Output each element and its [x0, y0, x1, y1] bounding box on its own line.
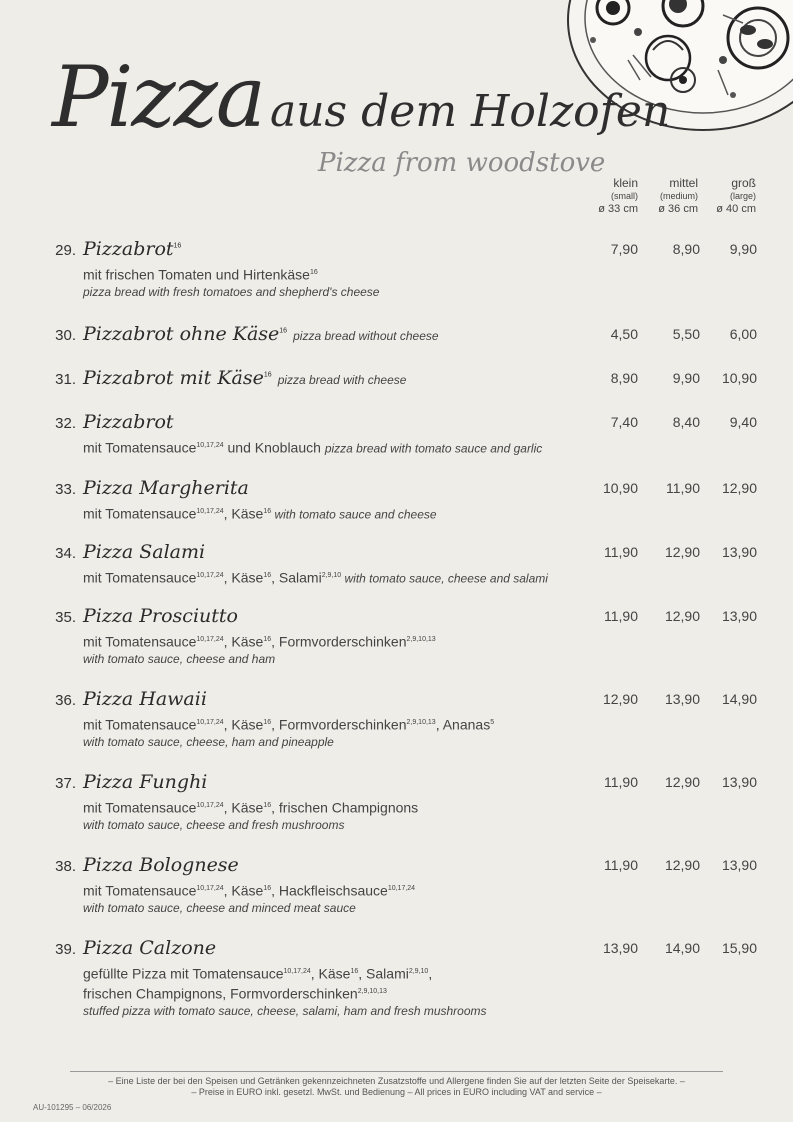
price-small: 7,90 [610, 241, 638, 257]
item-number: 34. [55, 545, 76, 562]
price-small: 4,50 [610, 326, 638, 342]
price-large: 15,90 [721, 940, 757, 956]
item-name: Pizza Margherita [83, 477, 249, 499]
price-small: 13,90 [602, 940, 638, 956]
price-medium: 5,50 [672, 326, 700, 342]
item-description-en: with tomato sauce, cheese, ham and pineapple [83, 735, 334, 749]
price-large: 6,00 [729, 326, 757, 342]
size-header-large [686, 176, 756, 216]
price-medium: 13,90 [664, 691, 700, 707]
item-number: 36. [55, 692, 76, 709]
item-number: 29. [55, 242, 76, 259]
page-title [52, 48, 670, 146]
price-small: 11,90 [604, 608, 638, 624]
item-name: Pizza Funghi [83, 771, 208, 793]
size-label: klein [613, 176, 638, 190]
size-diameter: ø 36 cm [658, 203, 698, 215]
price-medium: 11,90 [666, 480, 700, 496]
title-pizza: Pizza [52, 48, 264, 146]
size-sub: (small) [611, 191, 638, 201]
item-description-en: with tomato sauce, cheese and fresh mushrooms [83, 818, 345, 832]
price-medium: 12,90 [664, 857, 700, 873]
item-description-en: stuffed pizza with tomato sauce, cheese, salami, ham and fresh mushrooms [83, 1004, 487, 1018]
footer-allergen-note: – Eine Liste der bei den Speisen und Getränken gekennzeichneten Zusatzstoffe und Allergene finden Sie auf der letzten Seite der Speisekarte. – [108, 1076, 685, 1086]
price-medium: 14,90 [664, 940, 700, 956]
item-description: mit frischen Tomaten und Hirtenkäse$^{16}$ [83, 266, 318, 283]
price-large: 10,90 [721, 370, 757, 386]
footer-price-note: – Preise in EURO inkl. gesetzl. MwSt. und Bedienung – All prices in EURO including VAT and service – [191, 1087, 602, 1097]
item-description: mit Tomatensauce$^{10,17,24}$, Käse$^{16}$ with tomato sauce and cheese [83, 505, 437, 522]
price-large: 9,40 [729, 414, 757, 430]
size-diameter: ø 33 cm [598, 203, 638, 215]
price-medium: 9,90 [672, 370, 700, 386]
footer-divider [70, 1071, 723, 1072]
item-name: Pizza Salami [83, 541, 206, 563]
price-medium: 8,40 [672, 414, 700, 430]
item-name: Pizza Bolognese [83, 854, 239, 876]
price-large: 12,90 [721, 480, 757, 496]
price-small: 10,90 [602, 480, 638, 496]
price-small: 8,90 [610, 370, 638, 386]
item-name: Pizzabrot [83, 411, 174, 433]
price-small: 11,90 [604, 857, 638, 873]
price-large: 13,90 [721, 608, 757, 624]
item-number: 33. [55, 481, 76, 498]
size-sub: (large) [729, 191, 756, 201]
price-large: 13,90 [721, 544, 757, 560]
size-label: mittel [669, 176, 698, 190]
item-description-en: with tomato sauce, cheese and minced meat sauce [83, 901, 356, 915]
price-small: 11,90 [604, 774, 638, 790]
page-subtitle: Pizza from woodstove [318, 148, 606, 178]
item-description: mit Tomatensauce$^{10,17,24}$, Käse$^{16}$, Formvorderschinken$^{2,9,10,13}$ [83, 633, 436, 650]
item-name: Pizzabrot mit Käse$^{16}$ pizza bread with cheese [83, 367, 407, 389]
item-number: 32. [55, 415, 76, 432]
item-name: Pizza Prosciutto [83, 605, 238, 627]
item-number: 37. [55, 775, 76, 792]
document-code: AU-101295 – 06/2026 [33, 1103, 112, 1112]
item-description-en: with tomato sauce, cheese and ham [83, 652, 276, 666]
price-large: 13,90 [721, 774, 757, 790]
size-sub: (medium) [659, 191, 698, 201]
price-medium: 12,90 [664, 608, 700, 624]
item-description: mit Tomatensauce$^{10,17,24}$, Käse$^{16}$, Hackfleischsauce$^{10,17,24}$ [83, 882, 416, 899]
item-description: mit Tomatensauce$^{10,17,24}$ und Knoblauch pizza bread with tomato sauce and garlic [83, 439, 543, 456]
item-name: Pizzabrot ohne Käse$^{16}$ pizza bread without cheese [83, 323, 439, 345]
price-large: 9,90 [729, 241, 757, 257]
item-description-line2: frischen Champignons, Formvorderschinken$^{2,9,10,13}$ [83, 985, 387, 1002]
item-number: 31. [55, 371, 76, 388]
title-rest: aus dem Holzofen [269, 86, 671, 137]
size-label: groß [731, 176, 756, 190]
price-medium: 12,90 [664, 544, 700, 560]
item-description: mit Tomatensauce$^{10,17,24}$, Käse$^{16}$, Formvorderschinken$^{2,9,10,13}$, Ananas$^5$ [83, 716, 495, 733]
item-number: 38. [55, 858, 76, 875]
item-number: 30. [55, 327, 76, 344]
price-medium: 12,90 [664, 774, 700, 790]
item-description: gefüllte Pizza mit Tomatensauce$^{10,17,24}$, Käse$^{16}$, Salami$^{2,9,10}$, [83, 965, 433, 982]
item-name: Pizza Calzone [83, 937, 217, 959]
item-number: 35. [55, 609, 76, 626]
item-number: 39. [55, 941, 76, 958]
item-description-en: pizza bread with fresh tomatoes and shepherd's cheese [83, 285, 380, 299]
price-small: 12,90 [602, 691, 638, 707]
price-large: 13,90 [721, 857, 757, 873]
price-large: 14,90 [721, 691, 757, 707]
price-small: 11,90 [604, 544, 638, 560]
item-name: Pizzabrot$^{16}$ [83, 238, 182, 260]
item-description: mit Tomatensauce$^{10,17,24}$, Käse$^{16}$, Salami$^{2,9,10}$ with tomato sauce, cheese and salami [83, 569, 548, 586]
item-description: mit Tomatensauce$^{10,17,24}$, Käse$^{16}$, frischen Champignons [83, 799, 419, 816]
price-medium: 8,90 [672, 241, 700, 257]
item-name: Pizza Hawaii [83, 688, 207, 710]
price-small: 7,40 [610, 414, 638, 430]
size-diameter: ø 40 cm [716, 203, 756, 215]
